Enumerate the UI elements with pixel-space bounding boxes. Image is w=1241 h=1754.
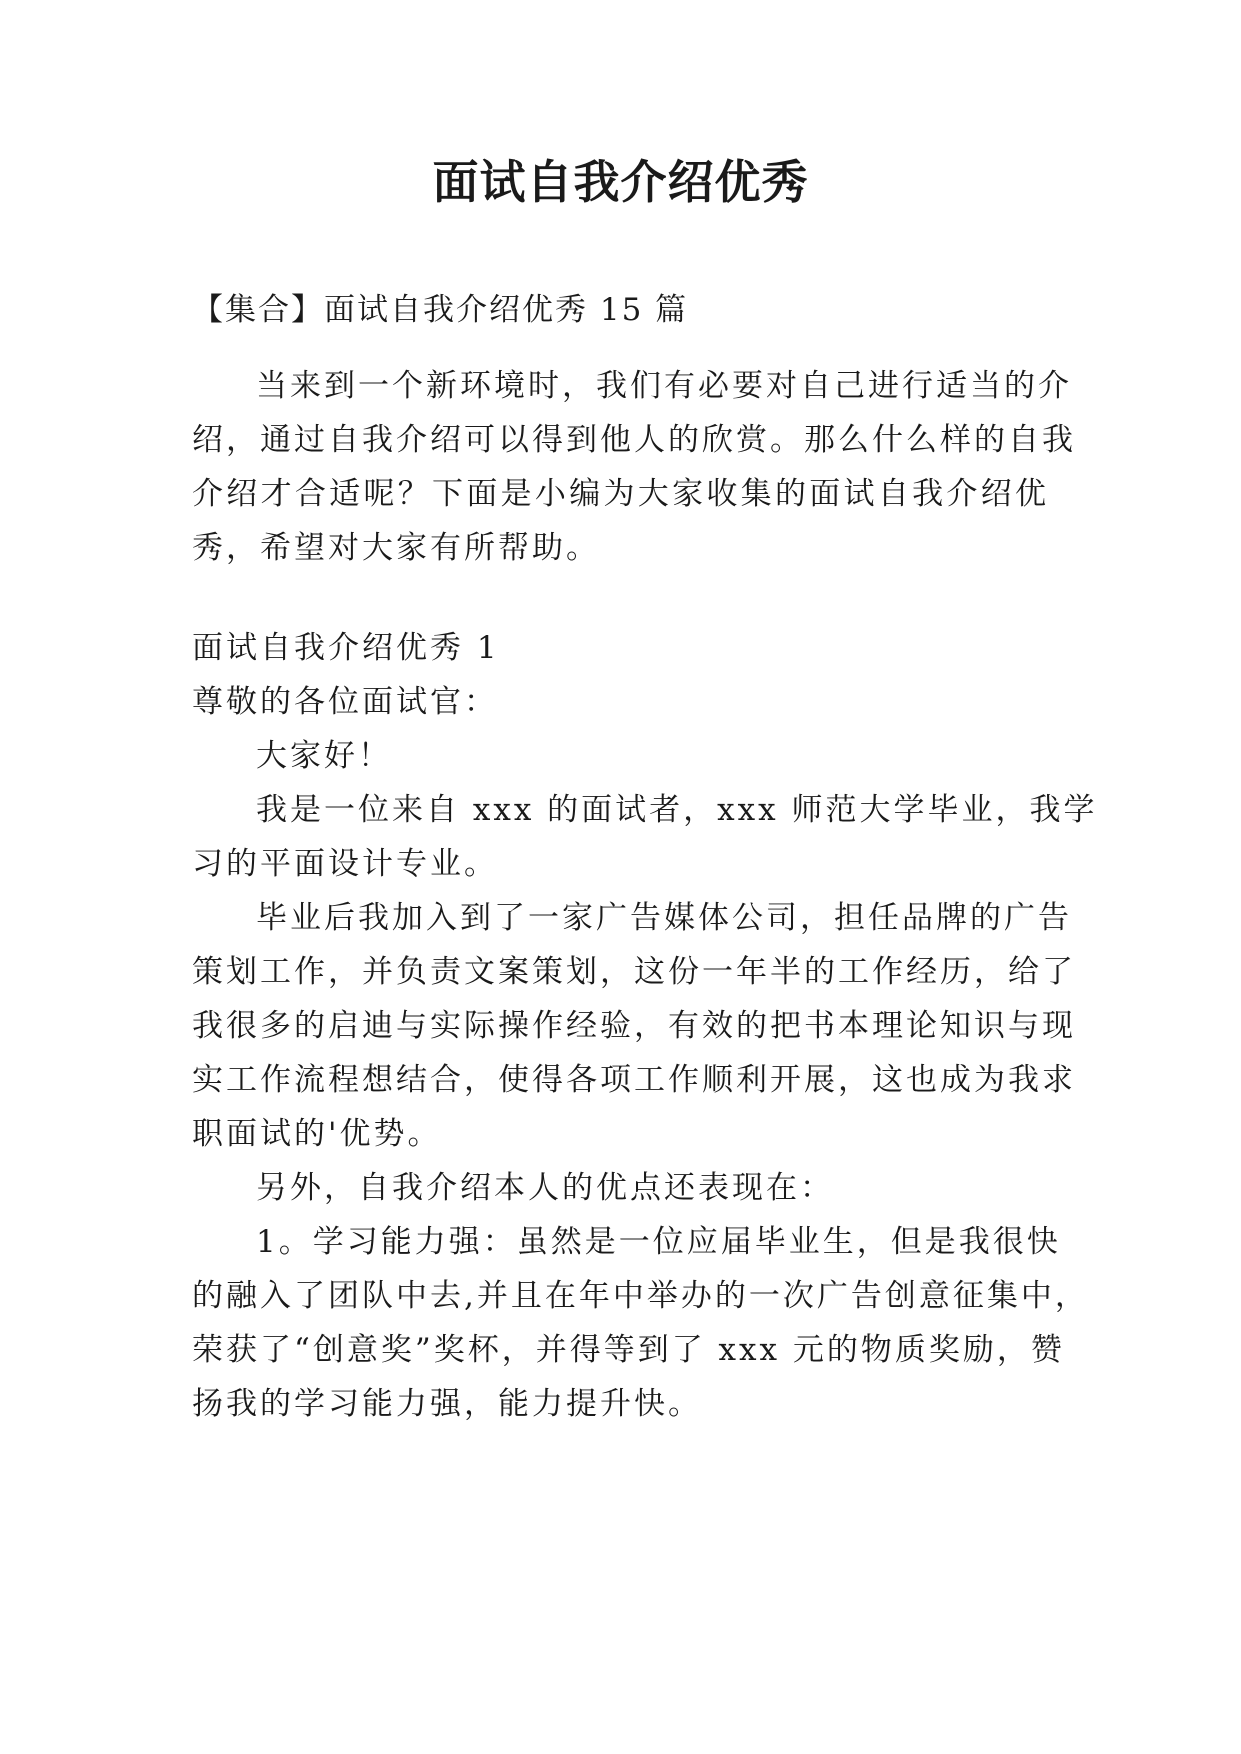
paragraph-line: 策划工作，并负责文案策划，这份一年半的工作经历，给了: [192, 954, 1076, 990]
paragraph-line: 职面试的'优势。: [192, 1116, 442, 1152]
paragraph-line: 我是一位来自 xxx 的面试者，xxx 师范大学毕业，我学: [256, 792, 1098, 828]
paragraph-line: 习的平面设计专业。: [192, 846, 498, 882]
paragraph-line: 毕业后我加入到了一家广告媒体公司，担任品牌的广告: [256, 900, 1072, 936]
document-title: 面试自我介绍优秀: [432, 155, 809, 209]
paragraph-line: 扬我的学习能力强，能力提升快。: [192, 1386, 702, 1422]
intro-line: 介绍才合适呢？下面是小编为大家收集的面试自我介绍优: [192, 476, 1049, 512]
paragraph-line: 我很多的启迪与实际操作经验，有效的把书本理论知识与现: [192, 1008, 1076, 1044]
paragraph-line: 1。学习能力强：虽然是一位应届毕业生，但是我很快: [256, 1224, 1061, 1260]
document-subtitle: 【集合】面试自我介绍优秀 15 篇: [192, 292, 689, 328]
salutation: 尊敬的各位面试官：: [192, 684, 498, 720]
intro-line: 当来到一个新环境时，我们有必要对自己进行适当的介: [256, 368, 1072, 404]
paragraph-line: 的融入了团队中去,并且在年中举办的一次广告创意征集中，: [192, 1278, 1089, 1314]
section-heading: 面试自我介绍优秀 1: [192, 630, 500, 666]
paragraph-line: 荣获了“创意奖”奖杯，并得等到了 xxx 元的物质奖励，赞: [192, 1332, 1065, 1368]
greeting: 大家好！: [256, 738, 392, 774]
paragraph-line: 另外，自我介绍本人的优点还表现在：: [256, 1170, 834, 1206]
intro-line: 绍，通过自我介绍可以得到他人的欣赏。那么什么样的自我: [192, 422, 1076, 458]
paragraph-line: 实工作流程想结合，使得各项工作顺利开展，这也成为我求: [192, 1062, 1076, 1098]
intro-line: 秀，希望对大家有所帮助。: [192, 530, 600, 566]
